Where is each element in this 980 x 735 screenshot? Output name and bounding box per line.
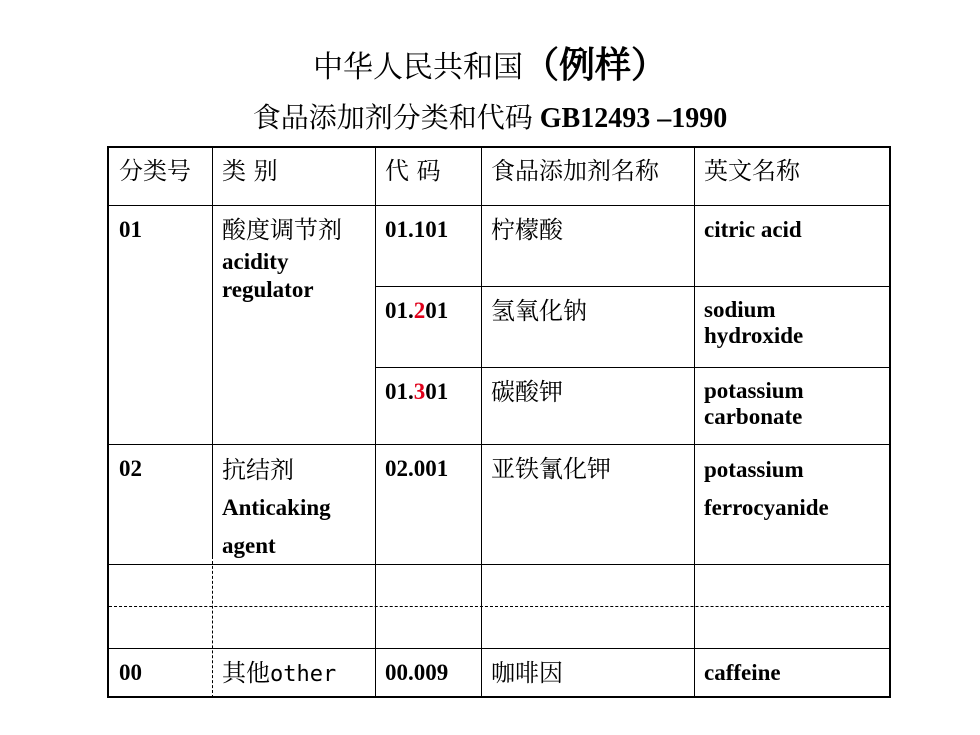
additive-name: 柠檬酸 <box>491 216 563 244</box>
page-title <box>0 40 980 94</box>
code-cell: 01.101 <box>385 217 449 242</box>
category-00: 其他other <box>222 659 337 687</box>
category-01 <box>212 208 375 304</box>
category-02 <box>212 447 375 565</box>
code-cell: 01.201 <box>385 298 449 323</box>
standard-code: GB12493 –1990 <box>532 103 728 134</box>
additive-name: 咖啡因 <box>491 659 563 687</box>
page-subtitle <box>0 96 980 141</box>
header-code: 代 码 <box>385 157 441 185</box>
title-line1: 中华人民共和国 <box>312 50 523 85</box>
english-name: citric acid <box>704 217 802 242</box>
english-name: potassium ferrocyanide <box>704 457 829 520</box>
category-cn: 抗结剂 <box>222 456 294 484</box>
code-cell: 01.301 <box>385 379 449 404</box>
english-name: caffeine <box>704 660 781 685</box>
header-class-no: 分类号 <box>119 157 191 185</box>
header-english-name: 英文名称 <box>704 157 800 185</box>
additive-name: 氢氧化钠 <box>491 297 587 325</box>
code-cell: 00.009 <box>385 660 449 685</box>
english-name: potassium carbonate <box>704 378 804 429</box>
category-en: Anticaking agent <box>222 495 331 558</box>
class-no-01: 01 <box>119 217 142 242</box>
row-divider-c <box>109 444 889 445</box>
english-name: sodium hydroxide <box>704 297 804 348</box>
ellipsis-dashed-line <box>109 606 889 607</box>
row-divider-a <box>375 286 889 287</box>
row-divider-b <box>375 367 889 368</box>
category-cn: 酸度调节剂 <box>222 216 342 244</box>
header-additive-name: 食品添加剂名称 <box>491 157 659 185</box>
code-cell: 02.001 <box>385 456 449 481</box>
additive-name: 碳酸钾 <box>491 378 563 406</box>
header-category: 类 别 <box>222 157 278 185</box>
row-divider-e <box>109 648 889 649</box>
title-sample-tag: （例样） <box>522 45 667 86</box>
additive-table <box>107 146 891 698</box>
additive-name: 亚铁氰化钾 <box>491 455 611 483</box>
class-no-00: 00 <box>119 660 142 685</box>
header-divider <box>109 205 889 206</box>
class-no-02: 02 <box>119 456 142 481</box>
category-en: acidity regulator <box>222 249 314 302</box>
subtitle-cn: 食品添加剂分类和代码 <box>252 101 533 134</box>
